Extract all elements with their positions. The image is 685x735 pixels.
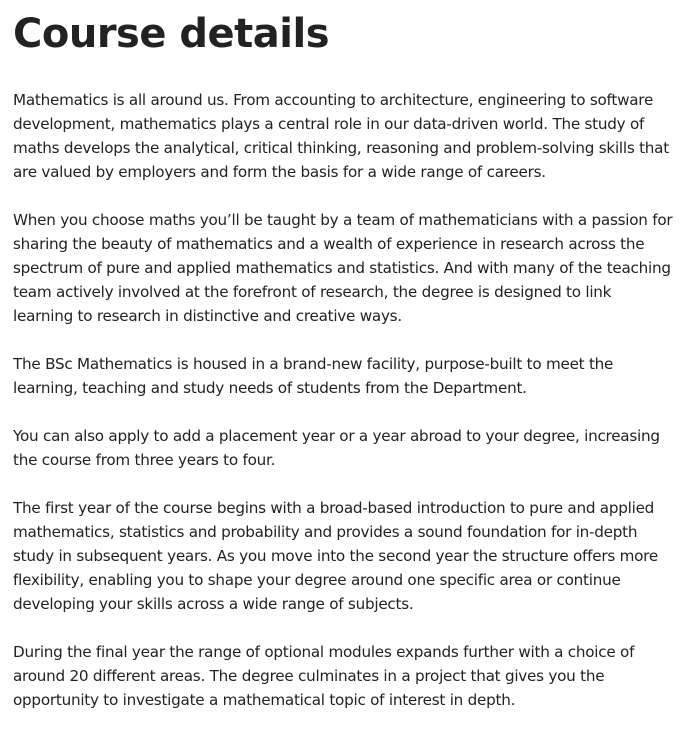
paragraph-final-year: During the final year the range of optional modules expands further with a choice of around 20 different areas. The degree culminates in a project that gives you the opportunity to investigate a mathematical topic of interest in depth. <box>13 643 635 709</box>
paragraph-first-year: The first year of the course begins with a broad-based introduction to pure and applied mathematics, statistics and probability and provides a sound foundation for in-depth study in subsequent years. As you move into the second year the structure offers more flexibility, enabling you to shape your degree around one specific area or continue developing your skills across a wide range of subjects. <box>13 499 658 613</box>
paragraph-teaching: When you choose maths you’ll be taught by a team of mathematicians with a passion for sharing the beauty of mathematics and a wealth of experience in research across the spectrum of pure and applied mathematics and statistics. And with many of the teaching team actively involved at the forefront of research, the degree is designed to link learning to research in distinctive and creative ways. <box>13 211 673 325</box>
paragraph-placement: You can also apply to add a placement year or a year abroad to your degree, increasing the course from three years to four. <box>13 427 660 469</box>
page-title: Course details <box>13 11 330 57</box>
paragraph-facility: The BSc Mathematics is housed in a brand-new facility, purpose-built to meet the learning, teaching and study needs of students from the Department. <box>13 355 614 397</box>
paragraph-intro: Mathematics is all around us. From accounting to architecture, engineering to software development, mathematics plays a central role in our data-driven world. The study of maths develops the analytical, critical thinking, reasoning and problem-solving skills that are valued by employers and form the basis for a wide range of careers. <box>13 91 669 181</box>
